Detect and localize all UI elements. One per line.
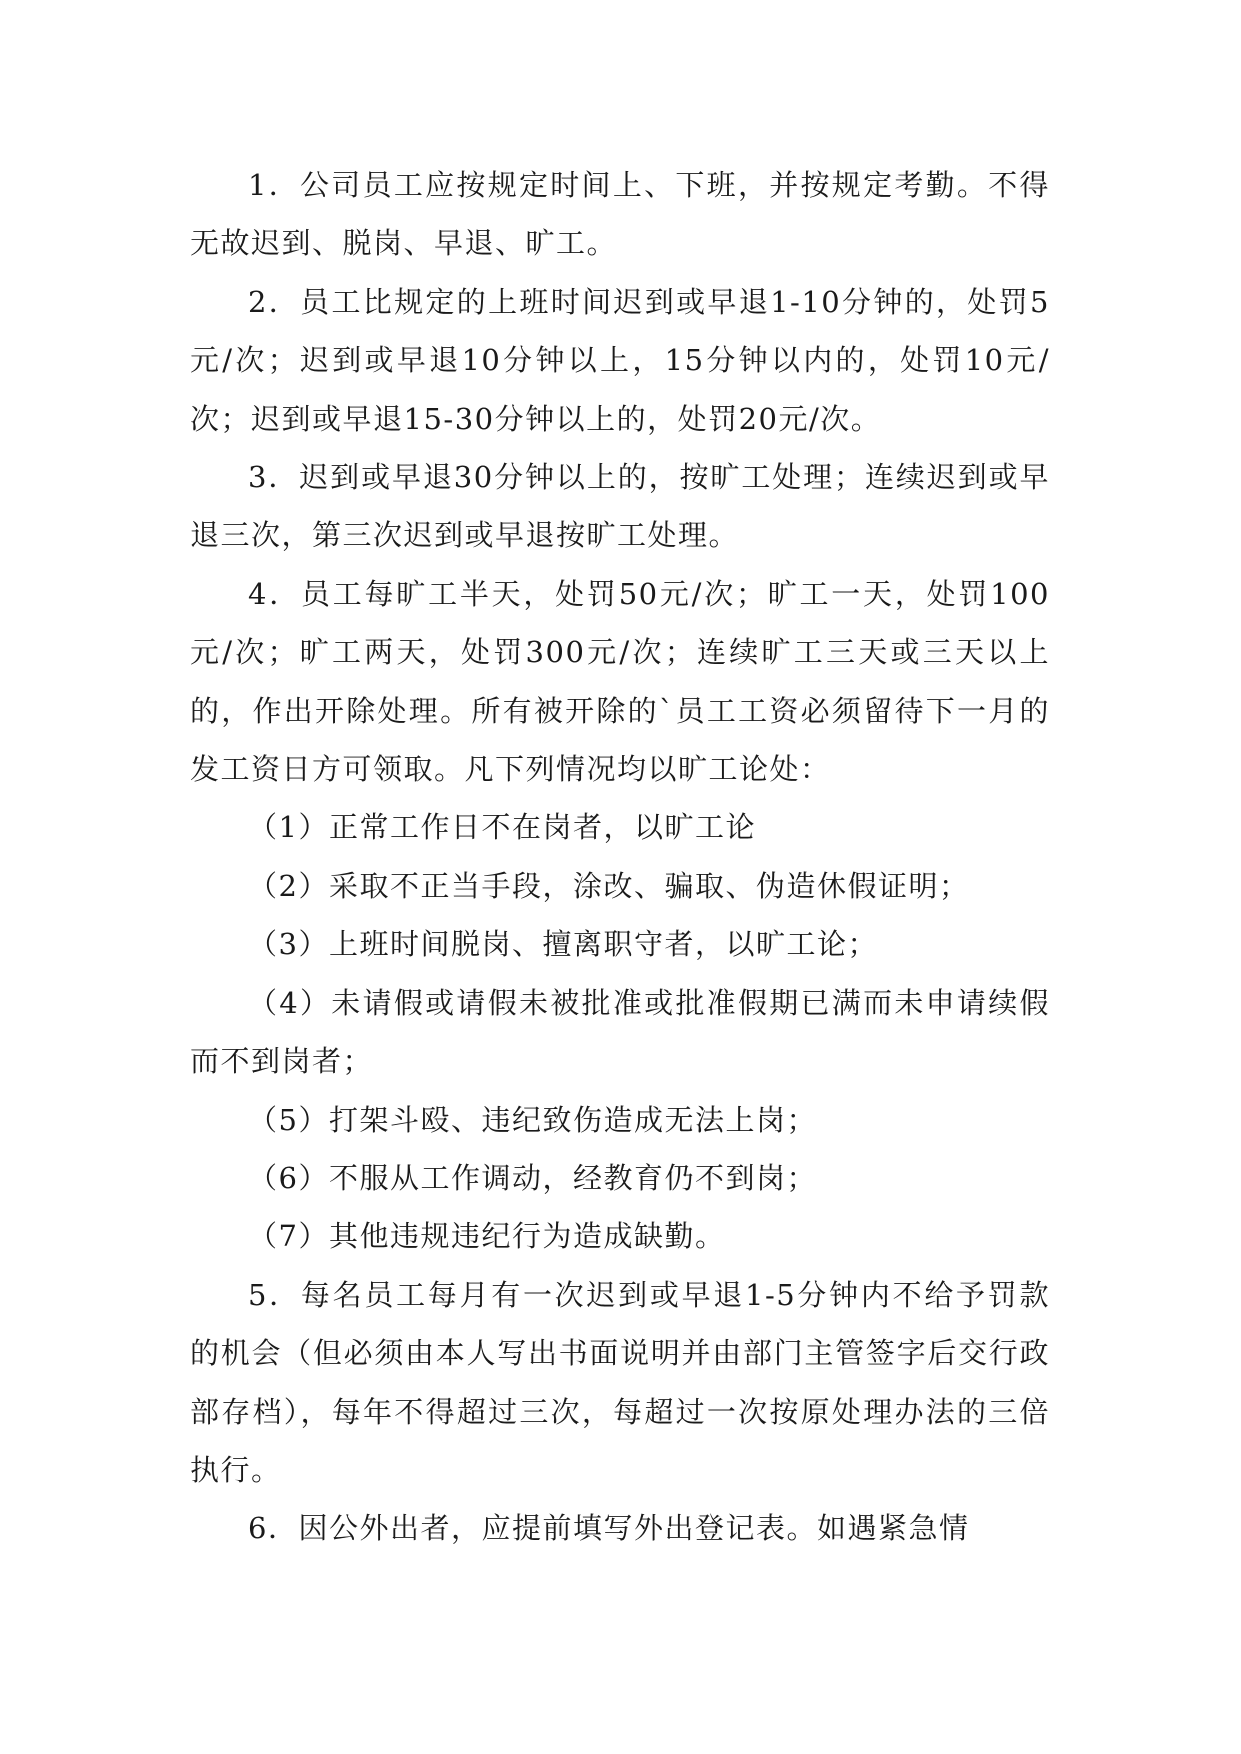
absence-case-6: （6）不服从工作调动，经教育仍不到岗； — [248, 1160, 817, 1195]
absence-case-2: （2）采取不正当手段，涂改、骗取、伪造休假证明； — [248, 868, 970, 903]
rule-paragraph-2: 2．员工比规定的上班时间迟到或早退1-10分钟的，处罚5元/次；迟到或早退10分钟以上，15分钟以内的，处罚10元/次；迟到或早退15-30分钟以上的，处罚20元/次。 — [190, 284, 1050, 436]
absence-case-4: （4）未请假或请假未被批准或批准假期已满而未申请续假而不到岗者； — [190, 985, 1050, 1079]
rule-paragraph-3: 3．迟到或早退30分钟以上的，按旷工处理；连续迟到或早退三次，第三次迟到或早退按旷工处理。 — [190, 460, 1050, 553]
rule-paragraph-4: 4．员工每旷工半天，处罚50元/次；旷工一天，处罚100元/次；旷工两天，处罚300元/次；连续旷工三天或三天以上的，作出开除处理。所有被开除的`员工工资必须留待下一月的发工资日方可领取。凡下列情况均以旷工论处： — [190, 576, 1050, 787]
absence-case-7: （7）其他违规违纪行为造成缺勤。 — [248, 1219, 726, 1254]
absence-case-1: （1）正常工作日不在岗者，以旷工论 — [248, 810, 756, 845]
absence-case-5: （5）打架斗殴、违纪致伤造成无法上岗； — [248, 1102, 817, 1137]
document-body — [190, 156, 1050, 1558]
rule-paragraph-1: 1．公司员工应按规定时间上、下班，并按规定考勤。不得无故迟到、脱岗、早退、旷工。 — [190, 168, 1050, 261]
absence-case-3: （3）上班时间脱岗、擅离职守者，以旷工论； — [248, 927, 878, 962]
rule-paragraph-6: 6．因公外出者，应提前填写外出登记表。如遇紧急情 — [248, 1511, 970, 1546]
rule-paragraph-5: 5．每名员工每月有一次迟到或早退1-5分钟内不给予罚款的机会（但必须由本人写出书面说明并由部门主管签字后交行政部存档），每年不得超过三次，每超过一次按原处理办法的三倍执行。 — [190, 1277, 1050, 1487]
